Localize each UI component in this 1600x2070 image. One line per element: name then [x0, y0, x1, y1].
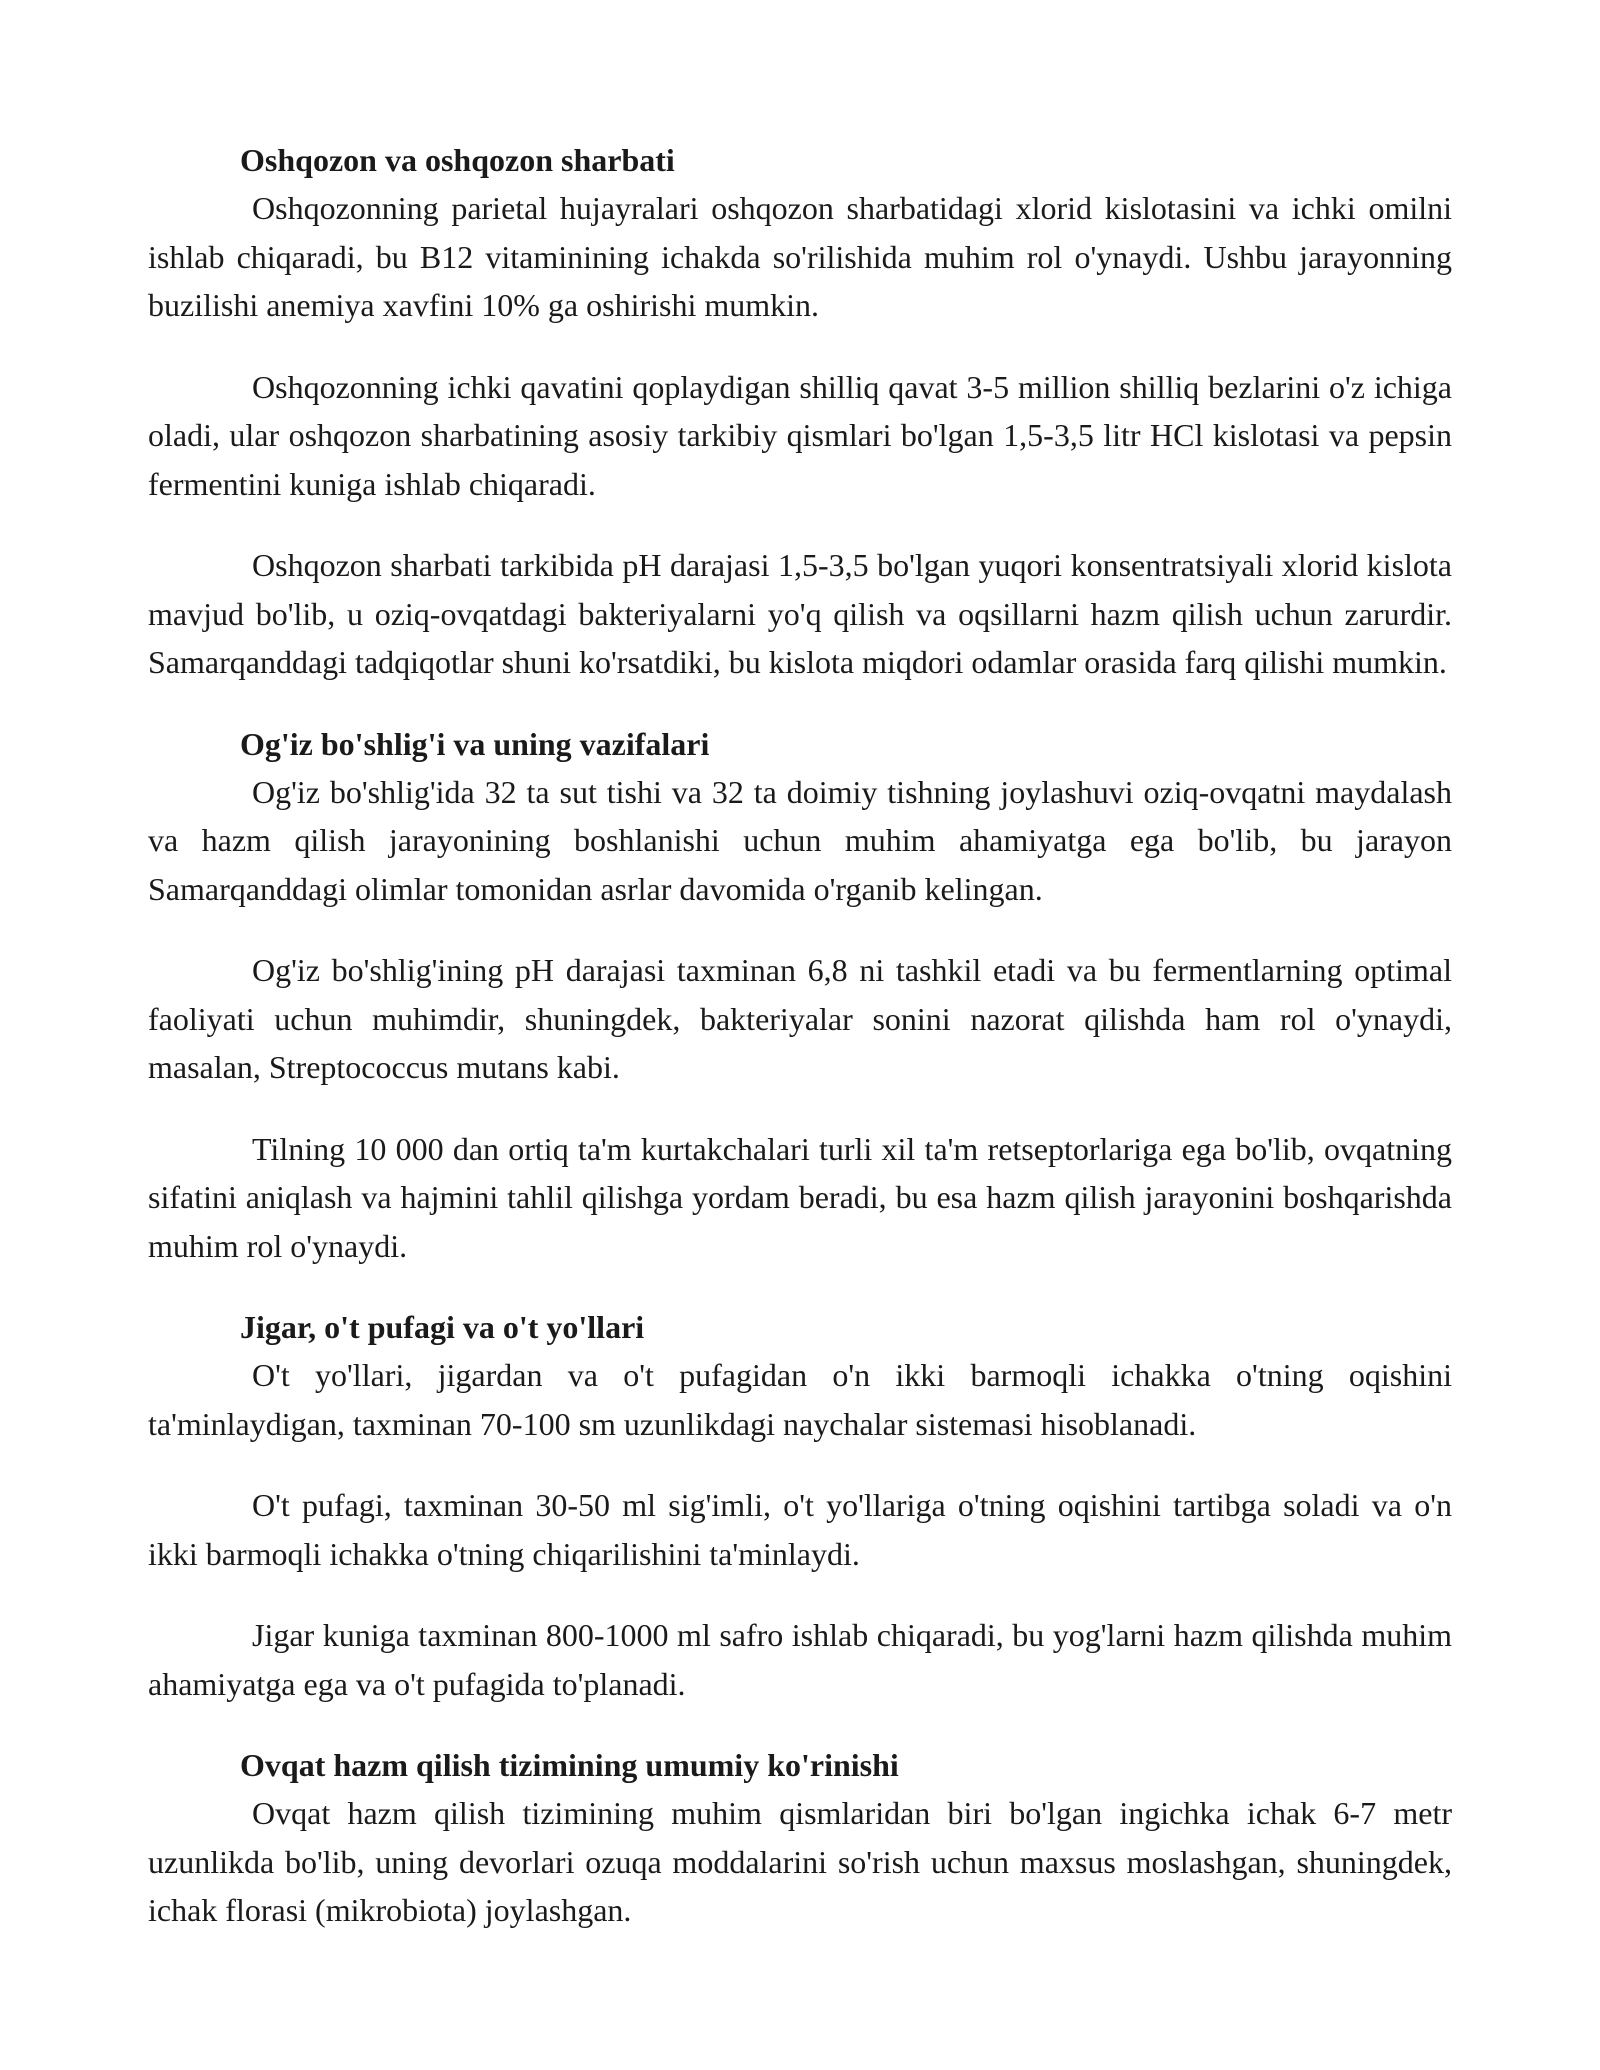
- paragraph: Oshqozon sharbati tarkibida pH darajasi 1,5-3,5 bo'lgan yuqori konsentratsiyali xlorid kislota mavjud bo'lib, u oziq-ovqatdagi bakteriyalarni yo'q qilish va oqsillarni hazm qilish uchun zarurdir. Samarqanddagi tadqiqotlar shuni ko'rsatdiki, bu kislota miqdori odamlar orasida farq qilishi mumkin.: [148, 547, 1452, 680]
- paragraph: Ovqat hazm qilish tizimining muhim qismlaridan biri bo'lgan ingichka ichak 6-7 metr uzunlikda bo'lib, uning devorlari ozuqa moddalarini so'rish uchun maxsus moslashgan, shuningdek, ichak florasi (mikrobiota) joylashgan.: [148, 1795, 1452, 1928]
- paragraph: Og'iz bo'shlig'ining pH darajasi taxminan 6,8 ni tashkil etadi va bu fermentlarning optimal faoliyati uchun muhimdir, shuningdek, bakteriyalar sonini nazorat qilishda ham rol o'ynaydi, masalan, Streptococcus mutans kabi.: [148, 952, 1452, 1085]
- section-liver: [148, 1303, 1452, 1708]
- section-title: Oshqozon va oshqozon sharbati: [240, 142, 675, 178]
- document-page: [148, 136, 1452, 1968]
- paragraph: Tilning 10 000 dan ortiq ta'm kurtakchalari turli xil ta'm retseptorlariga ega bo'lib, ovqatning sifatini aniqlash va hajmini tahlil qilishga yordam beradi, bu esa hazm qilish jarayonini boshqarishda muhim rol o'ynaydi.: [148, 1130, 1452, 1264]
- paragraph: O't pufagi, taxminan 30-50 ml sig'imli, o't yo'llariga o'tning oqishini tartibga soladi va o'n ikki barmoqli ichakka o'tning chiqarilishini ta'minlaydi.: [148, 1487, 1452, 1572]
- paragraph: O't yo'llari, jigardan va o't pufagidan o'n ikki barmoqli ichakka o'tning oqishini ta'minlaydigan, taxminan 70-100 sm uzunlikdagi naychalar sistemasi hisoblanadi.: [148, 1357, 1452, 1442]
- section-title: Og'iz bo'shlig'i va uning vazifalari: [240, 725, 710, 762]
- section-title: Ovqat hazm qilish tizimining umumiy ko'rinishi: [240, 1747, 899, 1783]
- section-title: Jigar, o't pufagi va o't yo'llari: [240, 1309, 645, 1345]
- section-stomach: [148, 136, 1452, 687]
- paragraph: Jigar kuniga taxminan 800-1000 ml safro ishlab chiqaradi, bu yog'larni hazm qilishda muhim ahamiyatga ega va o't pufagida to'planadi.: [148, 1617, 1452, 1702]
- paragraph: Og'iz bo'shlig'ida 32 ta sut tishi va 32 ta doimiy tishning joylashuvi oziq-ovqatni maydalash va hazm qilish jarayonining boshlanishi uchun muhim ahamiyatga ega bo'lib, bu jarayon Samarqanddagi olimlar tomonidan asrlar davomida o'rganib kelingan.: [148, 773, 1452, 907]
- section-oral-cavity: [148, 720, 1452, 1271]
- section-digestive-overview: [148, 1741, 1452, 1935]
- paragraph: Oshqozonning ichki qavatini qoplaydigan shilliq qavat 3-5 million shilliq bezlarini o'z ichiga oladi, ular oshqozon sharbatining asosiy tarkibiy qismlari bo'lgan 1,5-3,5 litr HCl kislotasi va pepsin fermentini kuniga ishlab chiqaradi.: [148, 368, 1452, 502]
- paragraph: Oshqozonning parietal hujayralari oshqozon sharbatidagi xlorid kislotasini va ichki omilni ishlab chiqaradi, bu B12 vitaminining ichakda so'rilishida muhim rol o'ynaydi. Ushbu jarayonning buzilishi anemiya xavfini 10% ga oshirishi mumkin.: [148, 190, 1452, 323]
